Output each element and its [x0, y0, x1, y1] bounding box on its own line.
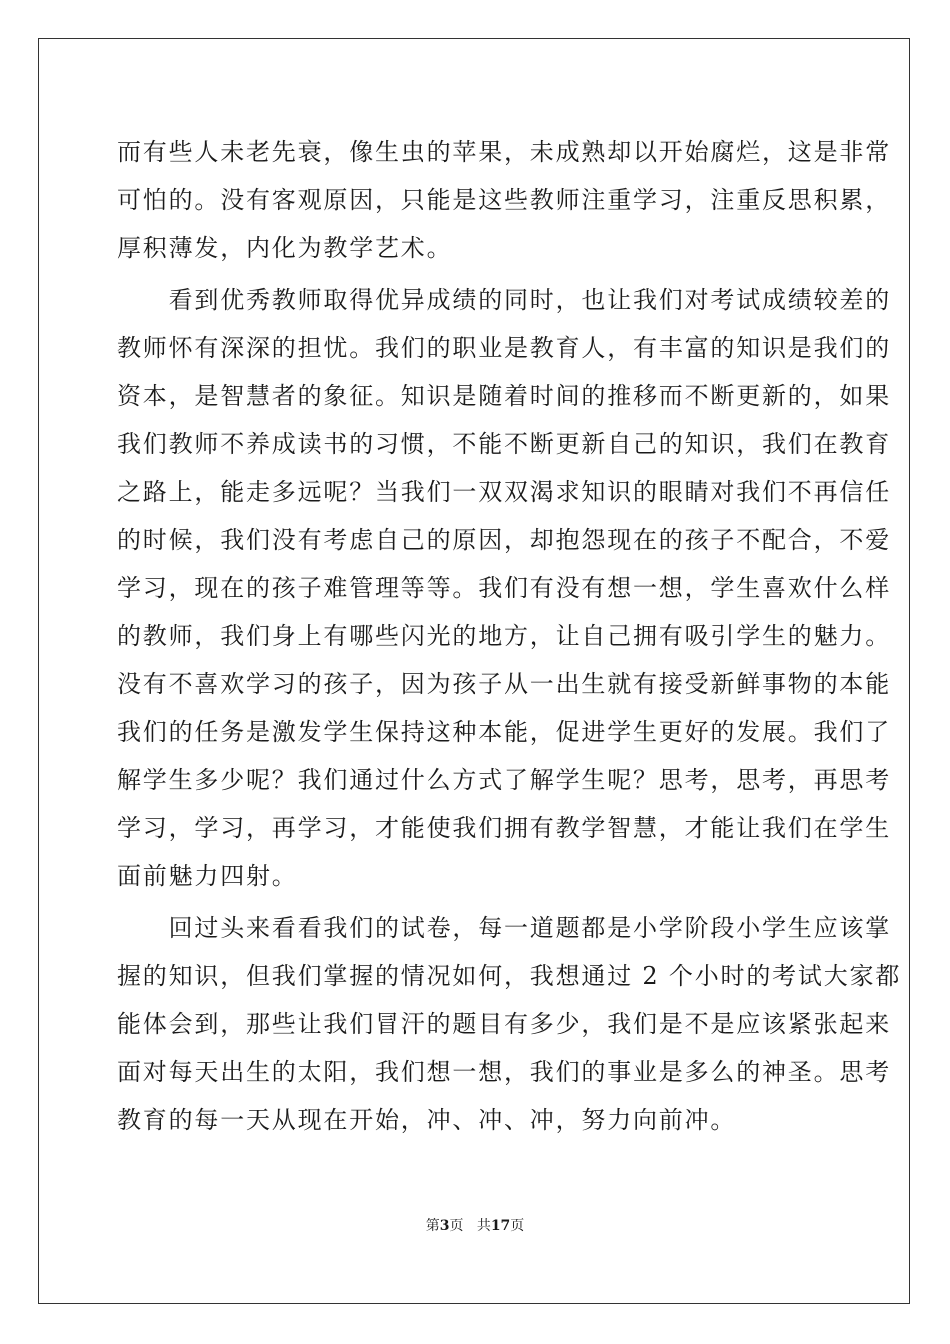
page-number: 3 [439, 1218, 450, 1234]
paragraph-start-line: 回过头来看看我们的试卷，每一道题都是小学阶段小学生应该掌 [117, 914, 891, 942]
text-line: 学习，学习，再学习，才能使我们拥有教学智慧，才能让我们在学生 [117, 814, 891, 842]
text-line: 厚积薄发，内化为教学艺术。 [117, 234, 453, 262]
text-line: 的教师，我们身上有哪些闪光的地方，让自己拥有吸引学生的魅力。 [117, 622, 891, 650]
total-prefix: 共 [476, 1218, 491, 1234]
text-line: 学习，现在的孩子难管理等等。我们有没有想一想，学生喜欢什么样 [117, 574, 891, 602]
total-suffix: 页 [510, 1218, 525, 1234]
text-line: 之路上，能走多远呢？当我们一双双渴求知识的眼睛对我们不再信任 [117, 478, 891, 506]
text-line: 教育的每一天从现在开始，冲、冲、冲，努力向前冲。 [117, 1106, 737, 1134]
text-line: 没有不喜欢学习的孩子，因为孩子从一出生就有接受新鲜事物的本能 [117, 670, 891, 698]
text-line: 能体会到，那些让我们冒汗的题目有多少，我们是不是应该紧张起来 [117, 1010, 891, 1038]
text-line: 教师怀有深深的担忧。我们的职业是教育人，有丰富的知识是我们的 [117, 334, 891, 362]
text-line: 的时候，我们没有考虑自己的原因，却抱怨现在的孩子不配合，不爱 [117, 526, 891, 554]
text-line: 可怕的。没有客观原因，只能是这些教师注重学习，注重反思积累， [117, 186, 891, 214]
paragraph-start-line: 看到优秀教师取得优异成绩的同时，也让我们对考试成绩较差的 [117, 286, 891, 314]
text-line: 资本，是智慧者的象征。知识是随着时间的推移而不断更新的，如果 [117, 382, 891, 410]
page-prefix: 第 [425, 1218, 440, 1234]
text-line: 而有些人未老先衰，像生虫的苹果，未成熟却以开始腐烂，这是非常 [117, 138, 891, 166]
page-footer [0, 1217, 950, 1235]
text-line: 解学生多少呢？我们通过什么方式了解学生呢？思考，思考，再思考 [117, 766, 891, 794]
text-line: 我们的任务是激发学生保持这种本能，促进学生更好的发展。我们了 [117, 718, 891, 746]
text-line: 面前魅力四射。 [117, 862, 298, 890]
text-line: 面对每天出生的太阳，我们想一想，我们的事业是多么的神圣。思考 [117, 1058, 891, 1086]
text-line: 握的知识，但我们掌握的情况如何，我想通过 2 个小时的考试大家都 [117, 962, 902, 990]
total-pages: 17 [490, 1218, 511, 1234]
document-body [117, 128, 902, 1144]
page-suffix: 页 [449, 1218, 464, 1234]
text-line: 我们教师不养成读书的习惯，不能不断更新自己的知识，我们在教育 [117, 430, 891, 458]
